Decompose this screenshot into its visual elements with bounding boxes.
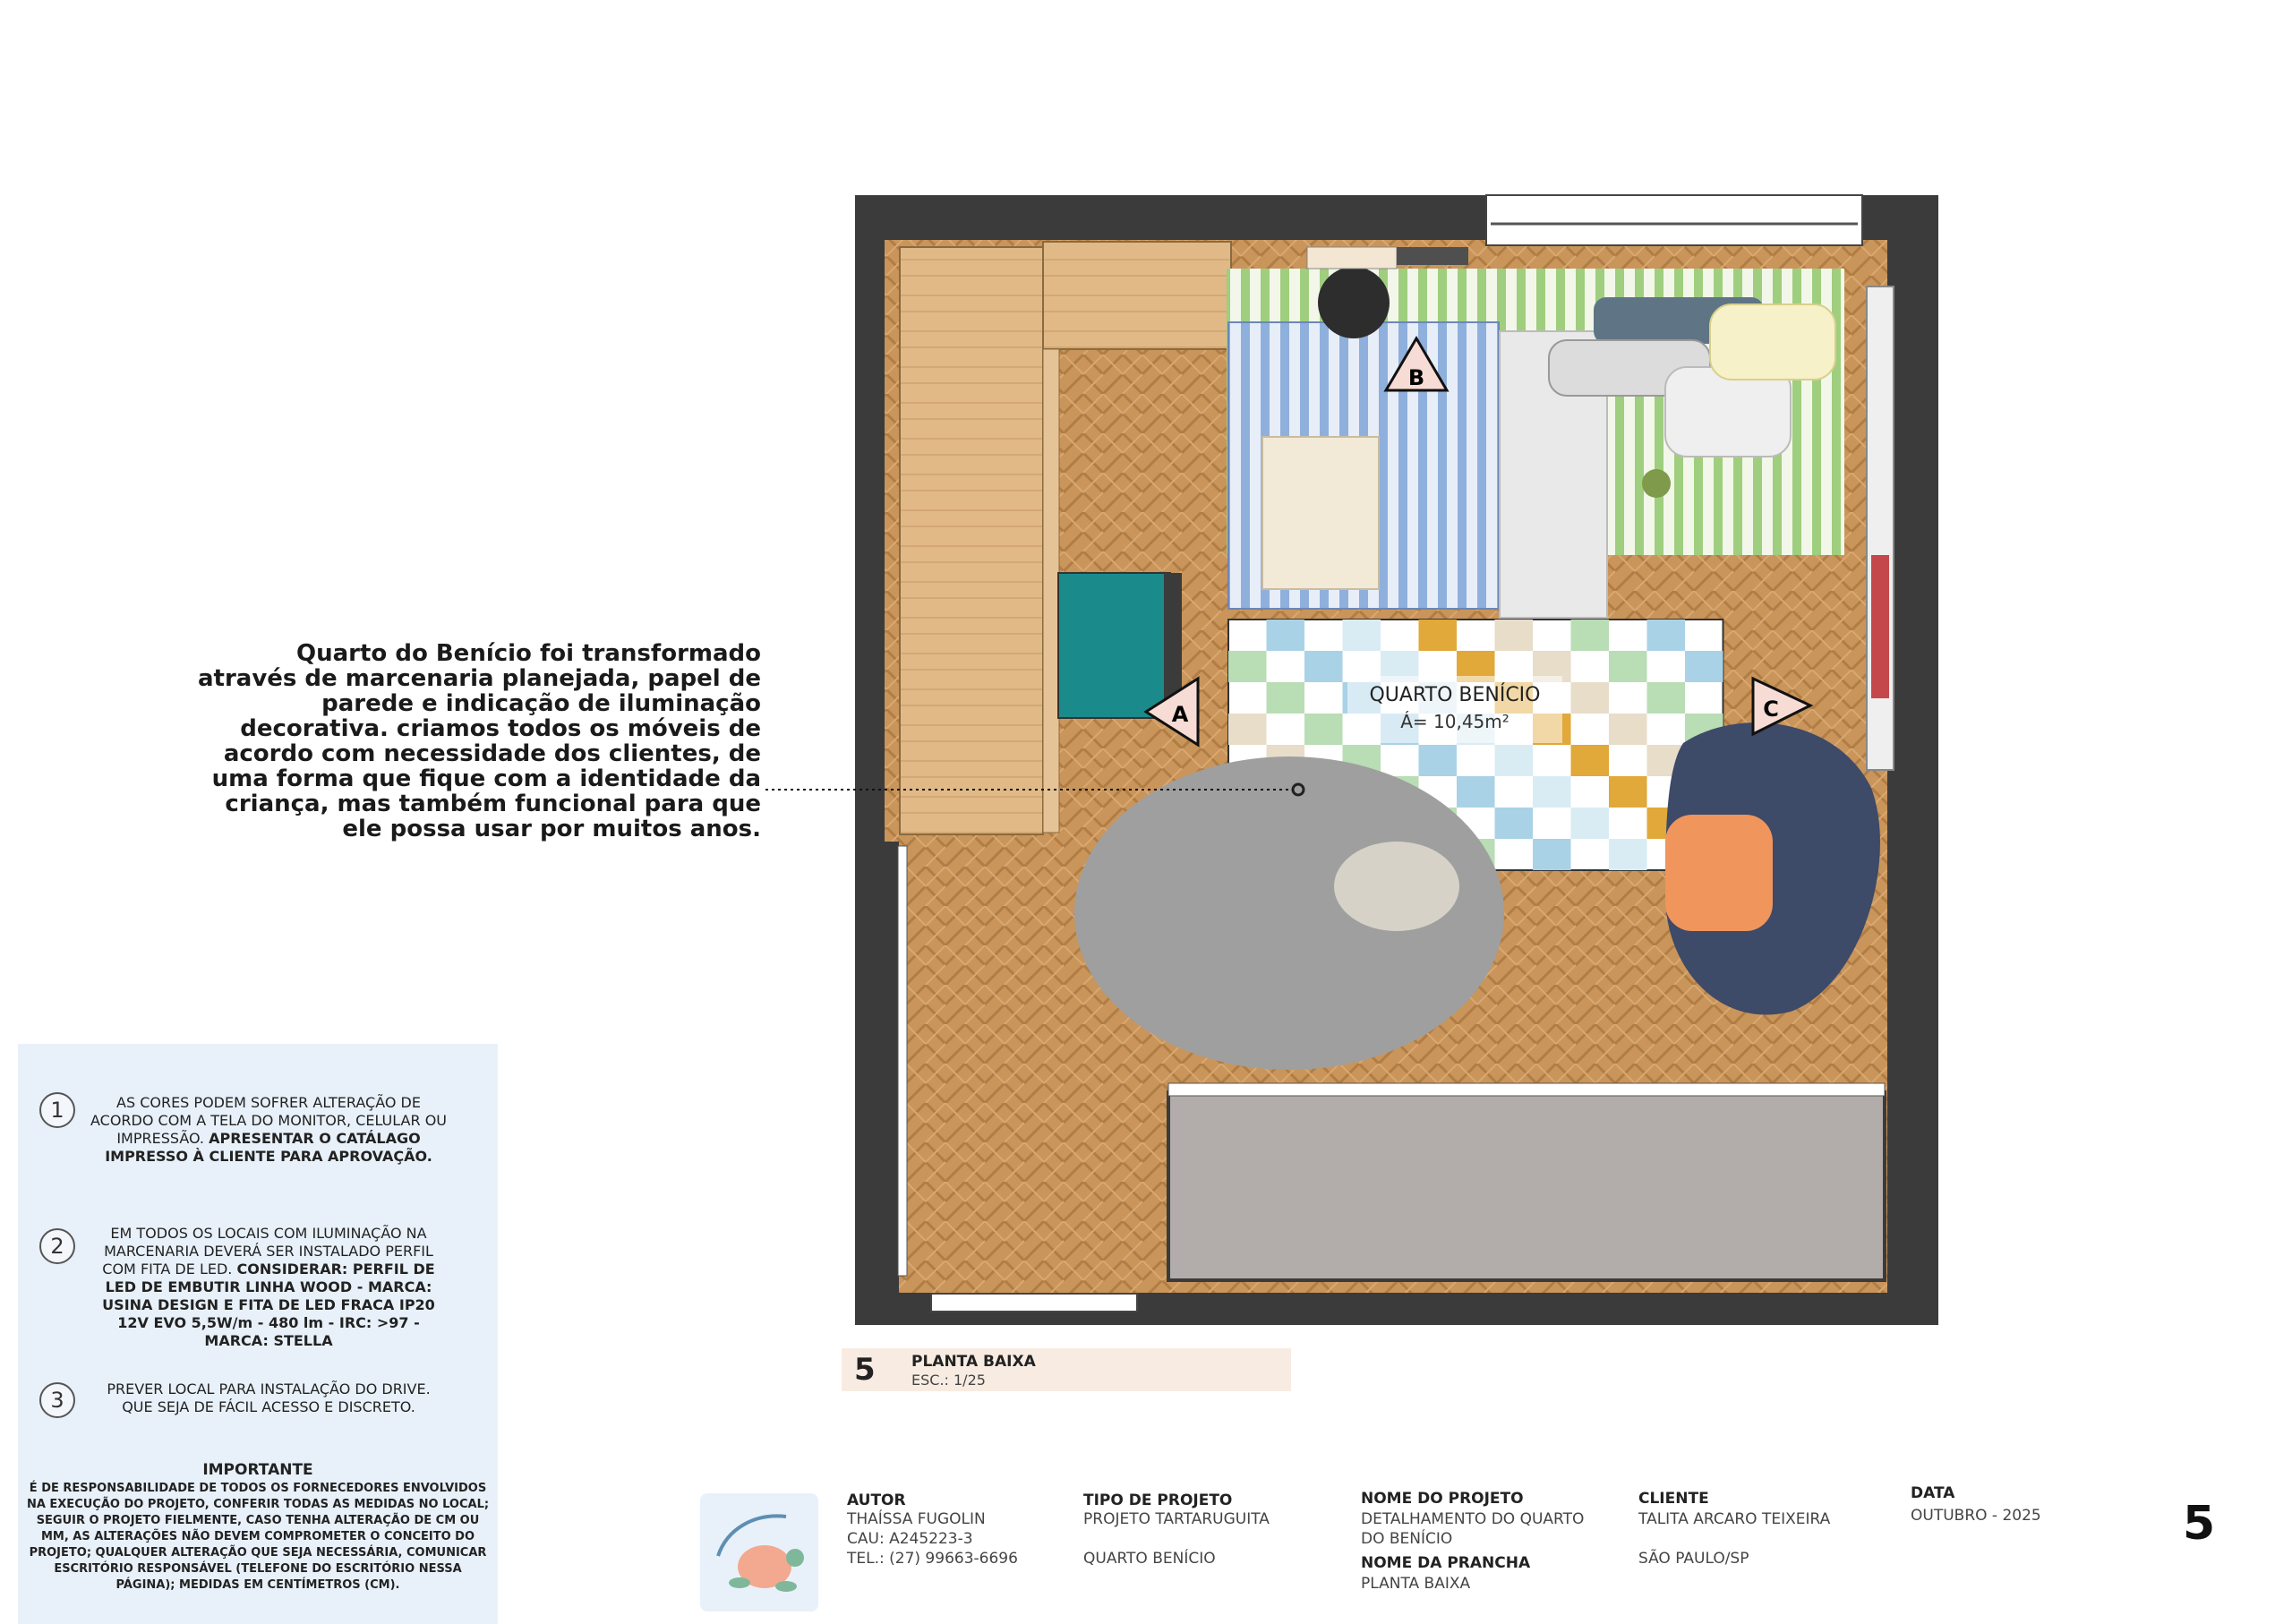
tipo-value-2: QUARTO BENÍCIO	[1083, 1550, 1216, 1568]
rug-tile	[1533, 776, 1571, 808]
important-text: É DE RESPONSABILIDADE DE TODOS OS FORNECEDORES ENVOLVIDOS NA EXECUÇÃO DO PROJETO, CONFERIR TODAS AS MEDIDAS NO LOCAL; SEGUIR O PROJETO FIELMENTE, CASO TENHA ALTERAÇÃO DE CM OU MM, AS ALTERAÇÕES NÃO DEVEM COMPROMETER O CONCEITO DO PROJETO; QUALQUER ALTERAÇÃO QUE SEJA NECESSÁRIA, COMUNICAR ESCRITÓRIO RESPONSÁVEL (TELEFONE DO ESCRITÓRIO NESSA PÁGINA); MEDIDAS EM CENTÍMETROS (CM).	[26, 1482, 490, 1592]
rug-tile	[1228, 651, 1267, 682]
rug-tile	[1267, 682, 1305, 714]
rug-tile	[1304, 714, 1343, 745]
cliente-value: TALITA ARCARO TEIXEIRA	[1638, 1510, 1831, 1528]
rug-tile	[1343, 620, 1381, 651]
drawing-title: PLANTA BAIXA	[911, 1353, 1036, 1371]
cliente-city: SÃO PAULO/SP	[1638, 1550, 1749, 1568]
window	[1486, 195, 1862, 245]
important-title: IMPORTANTE	[202, 1461, 313, 1479]
rug-tile	[1609, 839, 1647, 870]
rug-tile	[1571, 808, 1610, 839]
pillow-yellow	[1710, 304, 1835, 380]
drawing-number: 5	[854, 1352, 876, 1388]
data-value: OUTUBRO - 2025	[1911, 1507, 2041, 1525]
prancha-value: PLANTA BAIXA	[1361, 1575, 1471, 1593]
annotation-line: uma forma que fique com a identidade da	[211, 765, 761, 792]
note-text	[90, 1094, 448, 1166]
note-text-bold: APRESENTAR O CATÁLAGO IMPRESSO À CLIENTE PARA APROVAÇÃO.	[105, 1130, 432, 1165]
autor-label: AUTOR	[847, 1492, 906, 1509]
note-text-bold: CONSIDERAR: PERFIL DE LED DE EMBUTIR LINHA WOOD - MARCA: USINA DESIGN E FITA DE LED FRACA IP20 12V EVO 5,5W/m - 480 lm - IRC: >97 - MARCA: STELLA	[102, 1261, 435, 1349]
note-text	[90, 1225, 448, 1350]
annotation-line: através de marcenaria planejada, papel de	[197, 665, 761, 692]
annotation-line: parede e indicação de iluminação	[321, 690, 761, 717]
rug-tile	[1495, 808, 1534, 839]
marker-b-label: B	[1407, 365, 1425, 390]
marker-c-label: C	[1763, 697, 1779, 722]
annotation-line: acordo com necessidade dos clientes, de	[223, 740, 761, 767]
rug-tile	[1495, 620, 1534, 651]
wardrobe	[900, 247, 1043, 834]
rug-tile	[1609, 651, 1647, 682]
prancha-label: NOME DA PRANCHA	[1361, 1554, 1531, 1572]
autor-tel: TEL.: (27) 99663-6696	[847, 1550, 1018, 1568]
rug-tile	[1267, 620, 1305, 651]
cliente-label: CLIENTE	[1638, 1490, 1709, 1508]
studio-logo	[700, 1493, 818, 1611]
annotation-line: ele possa usar por muitos anos.	[342, 816, 761, 842]
annotation-line: criança, mas também funcional para que	[225, 791, 761, 817]
rug-tile	[1304, 651, 1343, 682]
toy-turtle	[1642, 469, 1671, 498]
rug-tile	[1228, 714, 1267, 745]
nome-projeto-label: NOME DO PROJETO	[1361, 1490, 1524, 1508]
drawing-caption	[842, 1348, 1291, 1391]
drawing-scale: ESC.: 1/25	[911, 1372, 986, 1389]
rug-tile	[1571, 745, 1610, 776]
marker-a-label: A	[1171, 702, 1189, 727]
note-number: 2	[39, 1228, 75, 1264]
annotation-line: decorativa. criamos todos os móveis de	[240, 715, 761, 742]
rug-tile	[1609, 776, 1647, 808]
rug-tile	[1419, 745, 1458, 776]
door-frame	[898, 846, 907, 1276]
note-number: 3	[39, 1382, 75, 1418]
rug-tile	[1495, 745, 1534, 776]
autor-name: THAÍSSA FUGOLIN	[847, 1510, 986, 1528]
room-name: QUARTO BENÍCIO	[1369, 684, 1541, 706]
note-text-regular: EM TODOS OS LOCAIS COM ILUMINAÇÃO NA MARCENARIA DEVERÁ SER INSTALADO PERFIL COM FITA DE LED.	[102, 1225, 433, 1278]
page-number: 5	[2183, 1497, 2216, 1551]
tipo-value: PROJETO TARTARUGUITA	[1083, 1510, 1270, 1528]
design-annotation	[179, 641, 761, 842]
rug-tile	[1533, 839, 1571, 870]
turtle-logo-icon	[700, 1493, 818, 1611]
desk-chair	[1058, 573, 1170, 718]
nome-projeto-value: DETALHAMENTO DO QUARTO DO BENÍCIO	[1361, 1510, 1585, 1548]
bottom-cabinet	[1168, 1092, 1885, 1280]
note-text-regular: AS CORES PODEM SOFRER ALTERAÇÃO DE ACORDO COM A TELA DO MONITOR, CELULAR OU IMPRESSÃO.	[90, 1094, 447, 1147]
data-label: DATA	[1911, 1484, 1955, 1502]
door	[931, 1294, 1137, 1312]
round-table	[1318, 267, 1390, 338]
rug-tile	[1571, 682, 1610, 714]
rug-tile	[1609, 714, 1647, 745]
note-text: PREVER LOCAL PARA INSTALAÇÃO DO DRIVE. QUE SEJA DE FÁCIL ACESSO E DISCRETO.	[107, 1380, 431, 1415]
rug-tile	[1647, 682, 1686, 714]
rug-tile	[1647, 620, 1686, 651]
autor-cau: CAU: A245223-3	[847, 1530, 973, 1548]
desk-panel	[1043, 349, 1059, 833]
note-number: 1	[39, 1092, 75, 1128]
rug-tile	[1685, 651, 1723, 682]
orange-cushion	[1665, 815, 1773, 931]
rug-tile	[1419, 620, 1458, 651]
rug-tile	[1457, 776, 1495, 808]
notes-panel	[18, 1044, 498, 1624]
tipo-label: TIPO DE PROJETO	[1083, 1492, 1233, 1509]
rug-tile	[1571, 620, 1610, 651]
cabinet-top	[1043, 242, 1231, 349]
folded-blanket	[1262, 437, 1379, 589]
annotation-line: Quarto do Benício foi transformado	[296, 640, 761, 667]
room-area: Á= 10,45m²	[1400, 711, 1509, 732]
